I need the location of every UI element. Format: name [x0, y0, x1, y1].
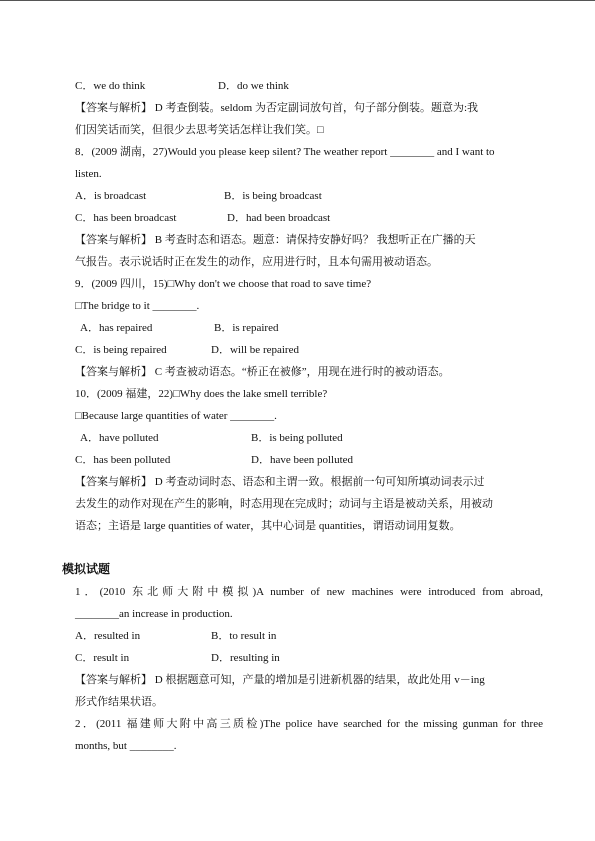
question-2: 2．(2011 福建师大附中高三质检)The police have searched for the missing gunman for three [75, 718, 543, 730]
option-d: D．resulting in [211, 652, 280, 664]
explanation-text: 气报告。表示说话时正在发生的动作，应用进行时，且本句需用被动语态。 [75, 256, 438, 268]
option-d: D．have been polluted [251, 454, 354, 466]
option-b: B．to result in [211, 630, 277, 642]
answer-explanation: 【答案与解析】 C 考查被动语态。“桥正在被修”，用现在进行时的被动语态。 [75, 366, 450, 378]
question-text: □Because large quantities of water ________. [75, 410, 277, 422]
question-1: 1．(2010 东北师大附中模拟)A number of new machines were introduced from abroad, [75, 586, 543, 598]
question-9: 9．(2009 四川，15)□Why don't we choose that road to save time? [75, 278, 372, 290]
option-a: A．is broadcast [75, 190, 147, 202]
explanation-text: 语态；主语是 large quantities of water，其中心词是 quantities，谓语动词用复数。 [75, 520, 461, 532]
option-a: A．have polluted [80, 432, 159, 444]
option-a: A．has repaired [80, 322, 153, 334]
option-b: B．is being broadcast [224, 190, 322, 202]
explanation-text: 们因笑话而笑，但很少去思考笑话怎样让我们笑。□ [75, 124, 324, 136]
option-c: C．has been polluted [75, 454, 171, 466]
option-d: D．will be repaired [211, 344, 299, 356]
option-b: B．is being polluted [251, 432, 343, 444]
option-a: A．resulted in [75, 630, 141, 642]
section-heading: 模拟试题 [62, 562, 111, 576]
answer-explanation: 【答案与解析】 B 考查时态和语态。题意：请保持安静好吗？ 我想听正在广播的天 [75, 234, 476, 246]
option-d: D．had been broadcast [227, 212, 331, 224]
answer-explanation: 【答案与解析】 D 考查动词时态、语态和主谓一致。根据前一句可知所填动词表示过 [75, 476, 485, 488]
answer-explanation: 【答案与解析】 D 根据题意可知，产量的增加是引进新机器的结果，故此处用 v－ing [75, 674, 485, 686]
question-text: months, but ________. [75, 740, 177, 752]
option-d: D．do we think [218, 80, 289, 92]
option-c: C．result in [75, 652, 130, 664]
explanation-text: 去发生的动作对现在产生的影响，时态用现在完成时；动词与主语是被动关系，用被动 [75, 498, 493, 510]
question-text: listen. [75, 168, 102, 180]
option-c: C．we do think [75, 80, 146, 92]
question-8: 8．(2009 湖南，27)Would you please keep silent? The weather report ________ and I want to [75, 146, 495, 158]
answer-explanation: 【答案与解析】 D 考查倒装。seldom 为否定副词放句首，句子部分倒装。题意为:我 [75, 102, 479, 114]
header-rule [0, 0, 595, 1]
option-b: B．is repaired [214, 322, 279, 334]
question-text: □The bridge to it ________. [75, 300, 200, 312]
option-c: C．is being repaired [75, 344, 167, 356]
question-text: ________an increase in production. [75, 608, 233, 620]
option-c: C．has been broadcast [75, 212, 177, 224]
explanation-text: 形式作结果状语。 [75, 696, 163, 708]
question-10: 10．(2009 福建，22)□Why does the lake smell terrible? [75, 388, 328, 400]
